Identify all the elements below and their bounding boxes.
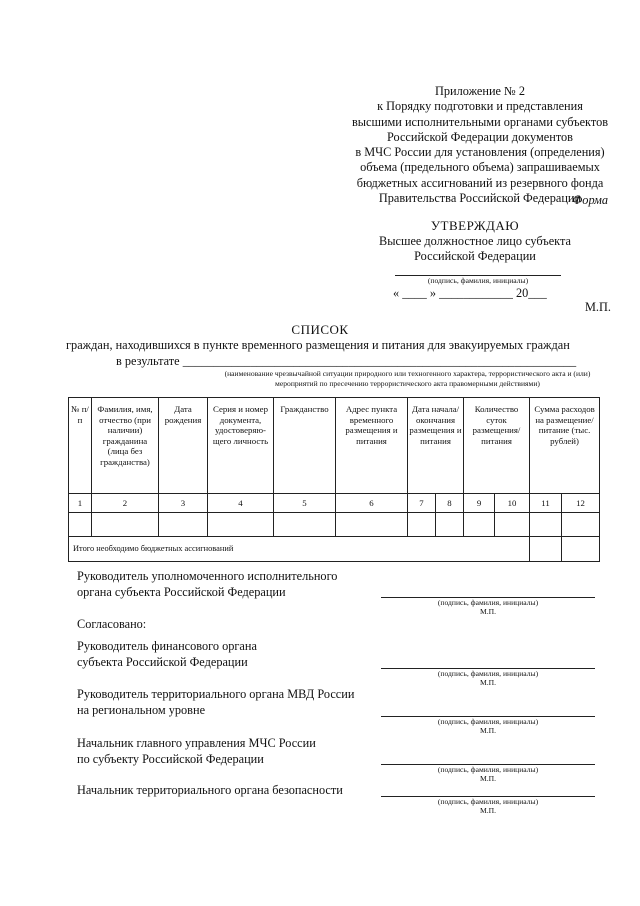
caption-text: (подпись, фамилия, инициалы) <box>437 717 539 726</box>
approval-line: Российской Федерации <box>414 249 536 263</box>
approval-block <box>365 218 585 265</box>
approval-date-line: « ____ » ____________ 20___ <box>393 286 547 300</box>
total-cell <box>530 537 562 562</box>
total-cell <box>562 537 600 562</box>
approval-heading: УТВЕРЖДАЮ <box>430 218 520 233</box>
appendix-line: к Порядку подготовки и представления <box>377 99 583 114</box>
header-citizenship: Гражданство <box>274 398 336 494</box>
header-address: Адрес пункта временного размещения и питания <box>336 398 408 494</box>
column-number: 4 <box>208 494 274 513</box>
header-name: Фамилия, имя, отчество (при наличии) гражданина (лица без гражданства) <box>92 398 159 494</box>
appendix-line: в МЧС России для установления (определения) <box>355 145 605 160</box>
stamp-text: М.П. <box>479 678 497 687</box>
table-cell <box>336 513 408 537</box>
stamp-text: М.П. <box>479 806 497 815</box>
signature-caption <box>381 797 595 815</box>
signatory-title: по субъекту Российской Федерации <box>77 752 264 766</box>
signature-caption <box>381 598 595 616</box>
signature-caption <box>381 717 595 735</box>
header-number: № п/п <box>69 398 92 494</box>
signatory-title: Руководитель уполномоченного исполнительного <box>77 569 338 583</box>
appendix-line: бюджетных ассигнований из резервного фонда <box>356 175 604 190</box>
form-label: Форма <box>572 193 608 207</box>
table-cell <box>464 513 495 537</box>
signature-caption <box>381 765 595 783</box>
appendix-line: Правительства Российской Федерации <box>378 191 582 206</box>
caption-text: (подпись, фамилия, инициалы) <box>437 797 539 806</box>
approval-stamp: М.П. <box>585 300 611 314</box>
table-number-row <box>69 494 600 513</box>
appendix-line: объема (предельного объема) запрашиваемых <box>360 160 600 175</box>
appendix-line: Приложение № 2 <box>434 84 526 98</box>
stamp-text: М.П. <box>479 774 497 783</box>
header-document: Серия и номер документа, удостоверяю-щего личность <box>208 398 274 494</box>
table-header-row <box>69 398 600 494</box>
caption-text: (подпись, фамилия, инициалы) <box>437 669 539 678</box>
result-note: (наименование чрезвычайной ситуации природного или техногенного характера, террористического акта и (или) мероприятий по пресечению террористического акта правомерными действиями) <box>224 369 591 388</box>
table-cell <box>159 513 208 537</box>
document-subtitle: граждан, находившихся в пункте временного размещения и питания для эвакуируемых граждан <box>66 338 570 352</box>
signature-caption <box>381 669 595 687</box>
header-sum: Сумма расходов на размещение/ питание (тыс. рублей) <box>530 398 600 494</box>
agreed-label: Согласовано: <box>77 617 147 631</box>
column-number: 3 <box>159 494 208 513</box>
column-number: 2 <box>92 494 159 513</box>
stamp-text: М.П. <box>479 607 497 616</box>
appendix-header <box>330 84 630 206</box>
caption-text: (подпись, фамилия, инициалы) <box>437 598 539 607</box>
appendix-line: высшими исполнительными органами субъектов <box>351 114 609 129</box>
table-cell <box>408 513 436 537</box>
signatory-title: органа субъекта Российской Федерации <box>77 585 286 599</box>
table-cell <box>530 513 562 537</box>
signatory-title: Начальник территориального органа безопасности <box>77 783 343 797</box>
column-number: 1 <box>69 494 92 513</box>
column-number: 12 <box>562 494 600 513</box>
table-cell <box>92 513 159 537</box>
appendix-line: Российской Федерации документов <box>386 129 573 144</box>
signatory-title: Руководитель финансового органа <box>77 639 257 653</box>
table-cell <box>495 513 530 537</box>
column-number: 7 <box>408 494 436 513</box>
column-number: 6 <box>336 494 408 513</box>
table-cell <box>436 513 464 537</box>
column-number: 10 <box>495 494 530 513</box>
table-cell <box>562 513 600 537</box>
table-cell <box>274 513 336 537</box>
column-number: 11 <box>530 494 562 513</box>
caption-text: (подпись, фамилия, инициалы) <box>437 765 539 774</box>
result-line: в результате ________________________________________________________________ <box>116 354 577 368</box>
signatory-mvd-head <box>77 686 354 718</box>
header-birth-date: Дата рождения <box>159 398 208 494</box>
signatory-finance-head <box>77 638 257 670</box>
signatory-title: Начальник главного управления МЧС России <box>77 736 316 750</box>
table-total-row <box>69 537 600 562</box>
signatory-title: на региональном уровне <box>77 703 206 717</box>
signatory-security-head <box>77 782 343 798</box>
header-dates: Дата начала/ окончания размещения и питания <box>408 398 464 494</box>
stamp-text: М.П. <box>479 726 497 735</box>
signatory-emercom-head <box>77 735 316 767</box>
document-title: СПИСОК <box>291 322 349 337</box>
signatory-authorized-head <box>77 568 337 600</box>
table-cell <box>69 513 92 537</box>
approval-signature-caption: (подпись, фамилия, инициалы) <box>427 276 529 285</box>
column-number: 5 <box>274 494 336 513</box>
signatory-title: Руководитель территориального органа МВД России <box>77 687 355 701</box>
approval-line: Высшее должностное лицо субъекта <box>379 233 571 248</box>
column-number: 8 <box>436 494 464 513</box>
header-days: Количество суток размещения/ питания <box>464 398 530 494</box>
total-label: Итого необходимо бюджетных ассигнований <box>69 537 530 562</box>
citizens-table <box>68 397 600 562</box>
column-number: 9 <box>464 494 495 513</box>
table-cell <box>208 513 274 537</box>
signatory-title: субъекта Российской Федерации <box>77 655 248 669</box>
table-row <box>69 513 600 537</box>
